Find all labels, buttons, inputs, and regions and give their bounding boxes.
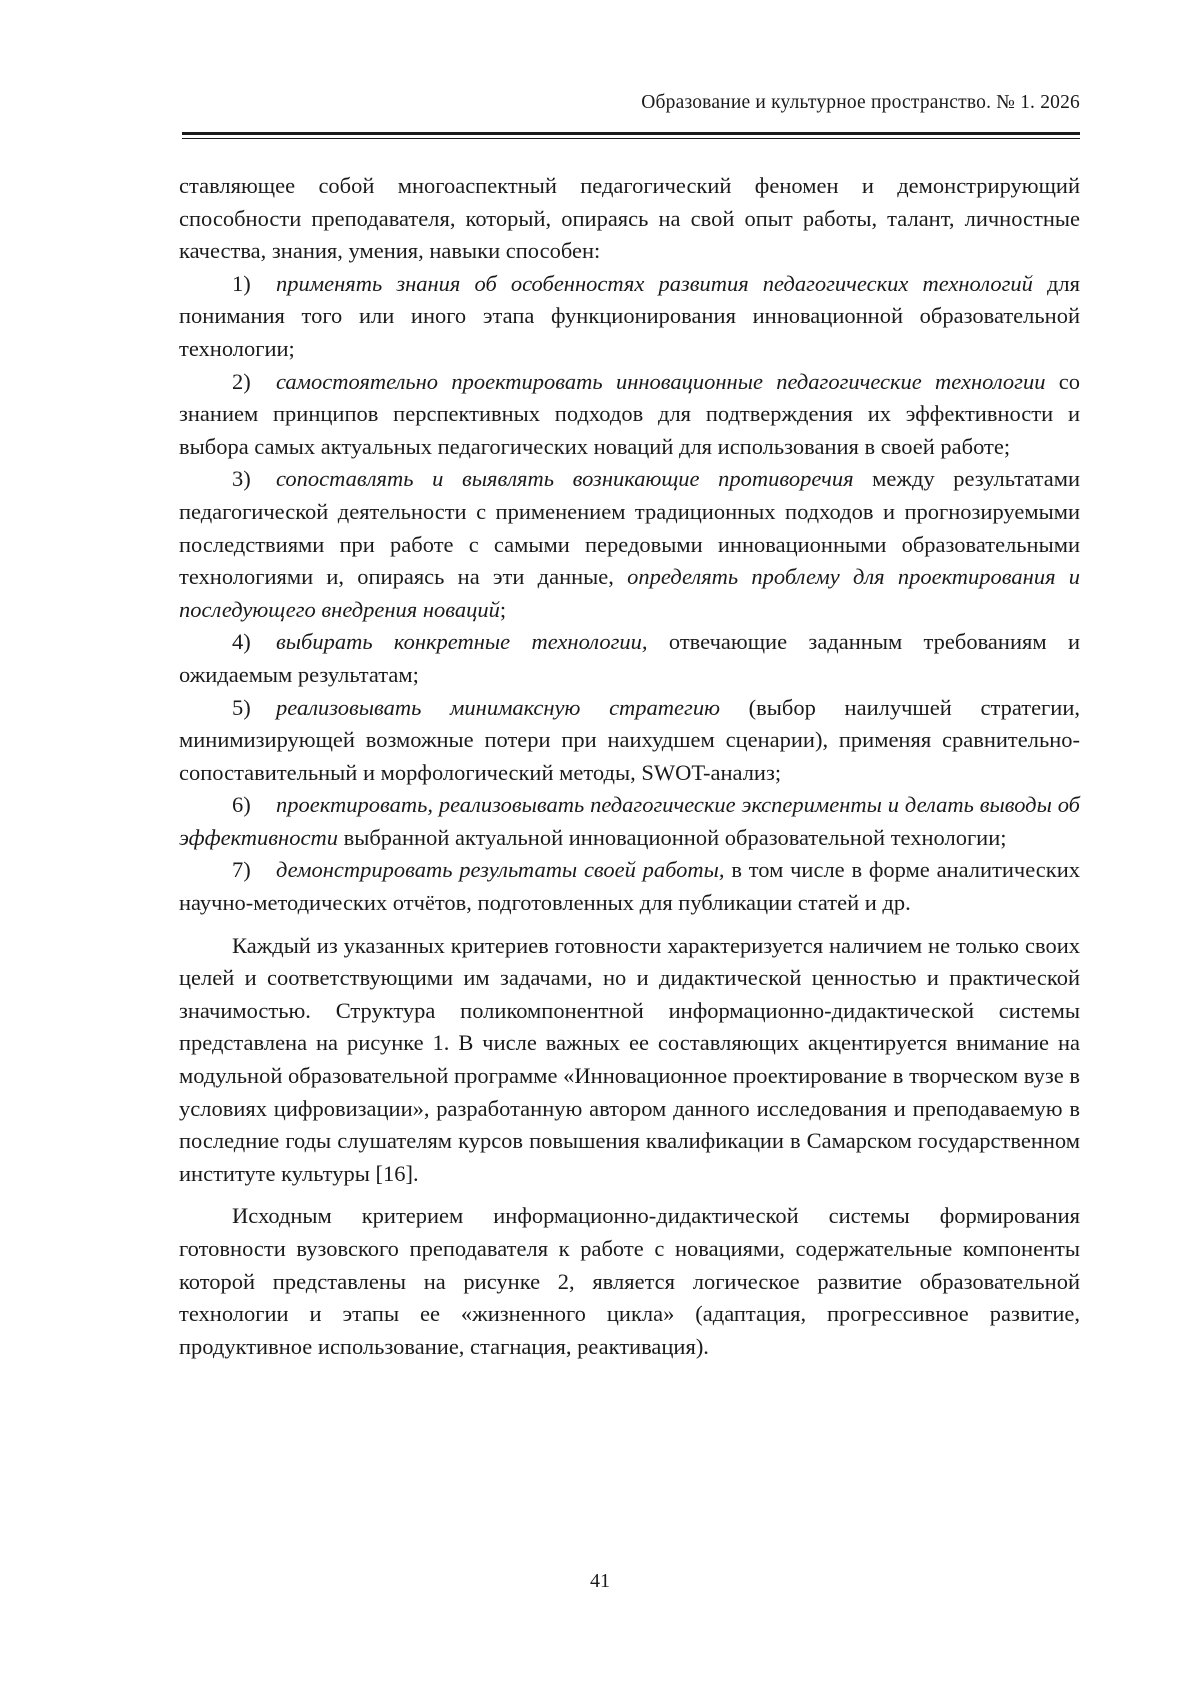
list-number: 3) xyxy=(232,466,251,492)
list-text-2: ; xyxy=(499,596,507,622)
list-number: 7) xyxy=(232,857,251,883)
header-rule-thin xyxy=(182,138,1080,139)
header-rule-thick xyxy=(182,132,1080,135)
list-emphasis: сопоставлять и выявлять возникающие противоречия xyxy=(276,466,854,492)
list-number: 2) xyxy=(232,368,251,394)
list-item-3 xyxy=(179,463,1080,626)
list-item-2 xyxy=(179,366,1080,464)
list-number: 6) xyxy=(232,792,251,818)
list-text: для понимания того или иного этапа функционирования инновационной образовательной технологии; xyxy=(179,270,1080,361)
list-number: 5) xyxy=(232,694,251,720)
body-paragraph-1: Каждый из указанных критериев готовности характеризуется наличием не только своих целей и соответствующими им задачами, но и дидактической ценностью и практической значимостью. Структура поликомпонентной информационно-дидактической системы представлена на рисунке 1. В числе важных ее составляющих акцентируется внимание на модульной образовательной программе «Инновационное проектирование в творческом вузе в условиях цифровизации», разработанную автором данного исследования и преподаваемую в последние годы слушателям курсов повышения квалификации в Самарском государственном институте культуры [16]. xyxy=(179,932,1080,1186)
list-text: в том числе в форме аналитических научно-методических отчётов, подготовленных для публикации статей и др. xyxy=(179,857,1080,916)
list-item-5 xyxy=(179,692,1080,790)
article-body xyxy=(179,170,1080,1363)
list-text: со знанием принципов перспективных подходов для подтверждения их эффективности и выбора самых актуальных педагогических новаций для использования в своей работе; xyxy=(179,368,1080,459)
list-text: отвечающие заданным требованиям и ожидаемым результатам; xyxy=(179,629,1080,687)
list-emphasis: демонстрировать результаты своей работы, xyxy=(276,857,725,883)
list-number: 4) xyxy=(232,629,251,655)
list-emphasis-2: определять проблему для проектирования и последующего внедрения новаций xyxy=(179,564,1081,622)
list-emphasis: реализовывать минимаксную стратегию xyxy=(276,694,720,720)
list-item-4 xyxy=(179,626,1080,691)
list-item-7 xyxy=(179,854,1080,919)
list-emphasis: самостоятельно проектировать инновационные педагогические технологии xyxy=(276,368,1046,394)
list-text: (выбор наилучшей стратегии, минимизирующей возможные потери при наихудшем сценарии), применяя сравнительно-сопоставительный и морфологический методы, SWOT-анализ; xyxy=(179,694,1080,785)
list-item-6 xyxy=(179,789,1080,854)
list-emphasis: применять знания об особенностях развития педагогических технологий xyxy=(276,270,1033,296)
list-text: выбранной актуальной инновационной образовательной технологии; xyxy=(337,824,1007,850)
list-emphasis: выбирать конкретные технологии, xyxy=(276,629,648,655)
list-number: 1) xyxy=(232,270,251,296)
body-paragraph-2: Исходным критерием информационно-дидактической системы формирования готовности вузовского преподавателя к работе с новациями, содержательные компоненты которой представлены на рисунке 2, является логическое развитие образовательной технологии и этапы ее «жизненного цикла» (адаптация, прогрессивное развитие, продуктивное использование, стагнация, реактивация). xyxy=(179,1203,1080,1359)
journal-header: Образование и культурное пространство. № 1. 2026 xyxy=(641,92,1080,113)
page-number: 41 xyxy=(590,1570,610,1592)
intro-paragraph: ставляющее собой многоаспектный педагогический феномен и демонстрирующий способности преподавателя, который, опираясь на свой опыт работы, талант, личностные качества, знания, умения, навыки способен: xyxy=(179,173,1080,264)
list-emphasis: проектировать, реализовывать педагогические эксперименты и делать выводы об эффективности xyxy=(179,792,1080,850)
list-item-1 xyxy=(179,268,1080,366)
list-text: между результатами педагогической деятельности с применением традиционных подходов и прогнозируемыми последствиями при работе с самыми передовыми инновационными образовательными технологиями и, опираясь на эти данные, xyxy=(179,466,1080,590)
